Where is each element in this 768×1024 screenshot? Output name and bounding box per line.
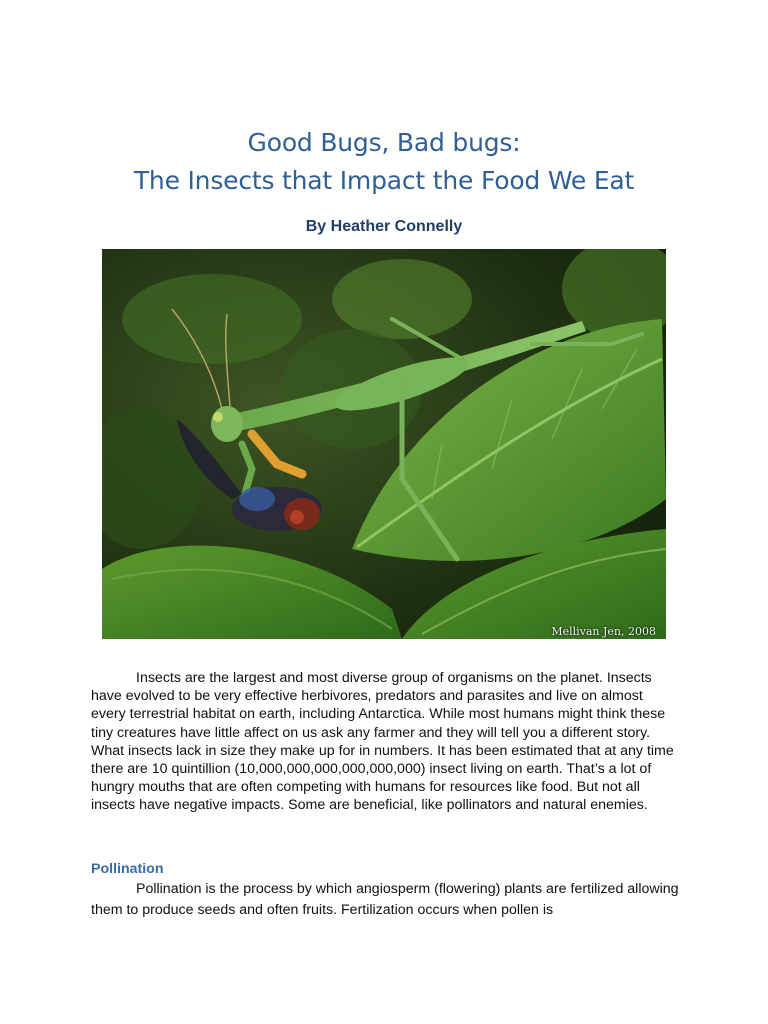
photo-credit: Mellivan Jen, 2008 (551, 625, 656, 638)
document-title-line-2: The Insects that Impact the Food We Eat (133, 166, 635, 195)
pollination-paragraph-text: Pollination is the process by which angiosperm (flowering) plants are fertilized allowing them to produce seeds and often fruits. Fertilization occurs when pollen is (91, 881, 679, 918)
intro-paragraph (91, 669, 681, 815)
document-title-line-1: Good Bugs, Bad bugs: (247, 128, 521, 157)
pollination-paragraph (91, 879, 681, 921)
pollination-heading: Pollination (91, 861, 164, 877)
mantis-photo (102, 249, 666, 639)
mantis-photo-illustration (102, 249, 666, 639)
author-byline: By Heather Connelly (305, 218, 463, 235)
intro-paragraph-text: Insects are the largest and most diverse group of organisms on the planet. Insects have evolved to be very effective herbivores, predators and parasites and live on almost every terrestrial habitat on earth, including Antarctica. While most humans might think these tiny creatures have little affect on us ask any farmer and they will tell you a different story. What insects lack in size they make up for in numbers. It has been estimated that at any time there are 10 quintillion (10,000,000,000,000,000,000) insect living on earth. That’s a lot of hungry mouths that are often competing with humans for resources like food. But not all insects have negative impacts. Some are beneficial, like pollinators and natural enemies. (91, 670, 674, 814)
